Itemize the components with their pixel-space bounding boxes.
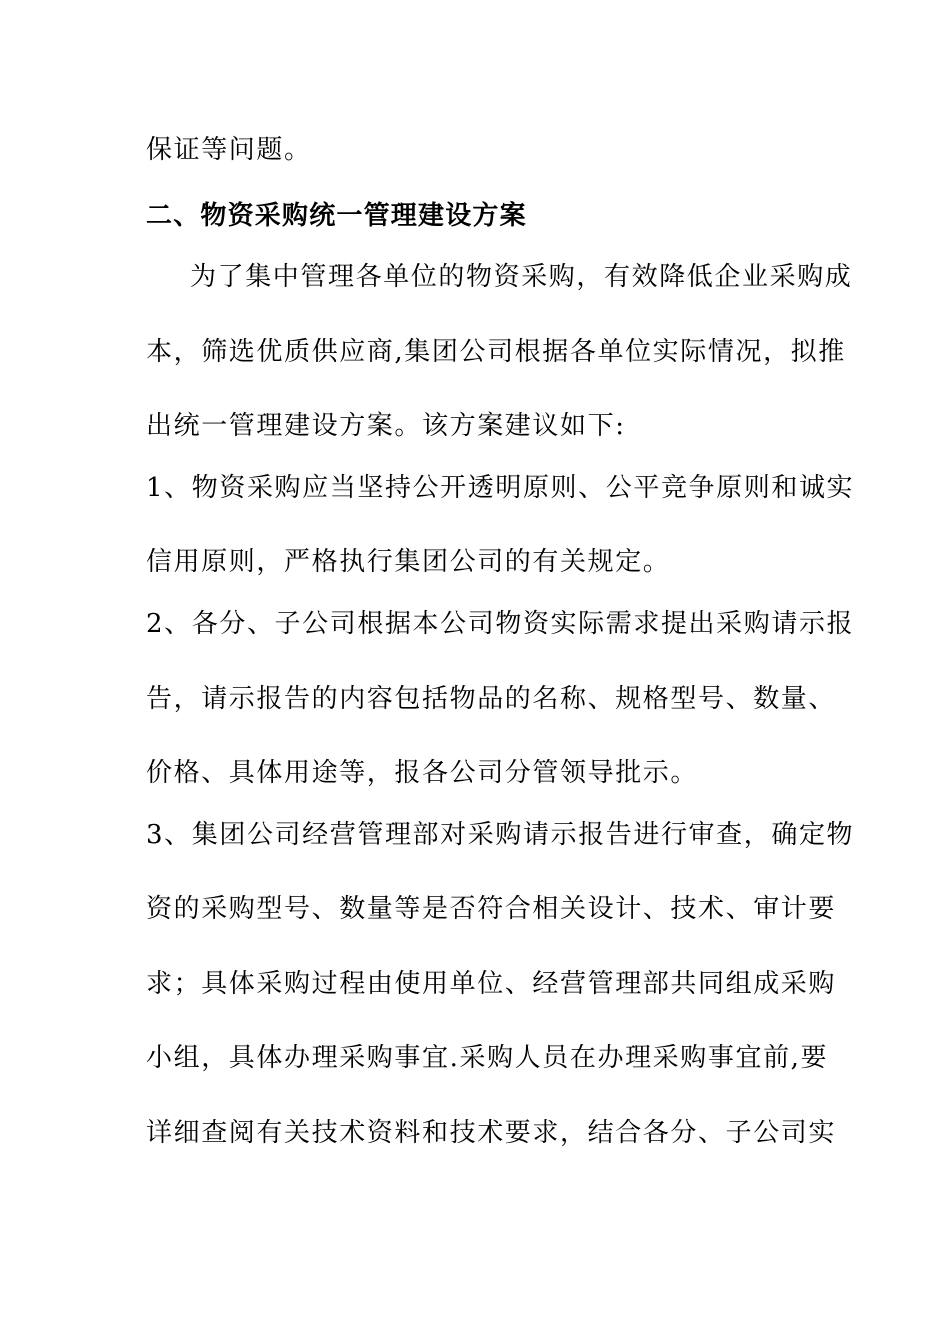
list-item-2: 2、各分、子公司根据本公司物资实际需求提出采购请示报	[146, 609, 855, 639]
section-heading: 二、物资采购统一管理建设方案	[146, 201, 527, 231]
text-line: 为了集中管理各单位的物资采购，有效降低企业采购成	[190, 262, 853, 292]
text-line: 信用原则，严格执行集团公司的有关规定。	[146, 547, 671, 577]
text-line: 本，筛选优质供应商,集团公司根据各单位实际情况，拟推	[146, 337, 846, 367]
text-line: 详细查阅有关技术资料和技术要求，结合各分、子公司实	[146, 1118, 837, 1148]
list-item-3: 3、集团公司经营管理部对采购请示报告进行审查，确定物	[146, 820, 855, 850]
text-line: 告，请示报告的内容包括物品的名称、规格型号、数量、	[146, 684, 837, 714]
list-item-1: 1、物资采购应当坚持公开透明原则、公平竞争原则和诚实	[146, 473, 855, 503]
text-line: 出统一管理建设方案。该方案建议如下:	[146, 411, 626, 441]
text-line: 求；具体采购过程由使用单位、经营管理部共同组成采购	[146, 969, 837, 999]
text-line: 价格、具体用途等，报各公司分管领导批示。	[146, 758, 699, 788]
text-line: 小组，具体办理采购事宜.采购人员在办理采购事宜前,要	[146, 1043, 829, 1073]
text-line: 资的采购型号、数量等是否符合相关设计、技术、审计要	[146, 894, 837, 924]
text-line: 保证等问题。	[146, 135, 312, 165]
